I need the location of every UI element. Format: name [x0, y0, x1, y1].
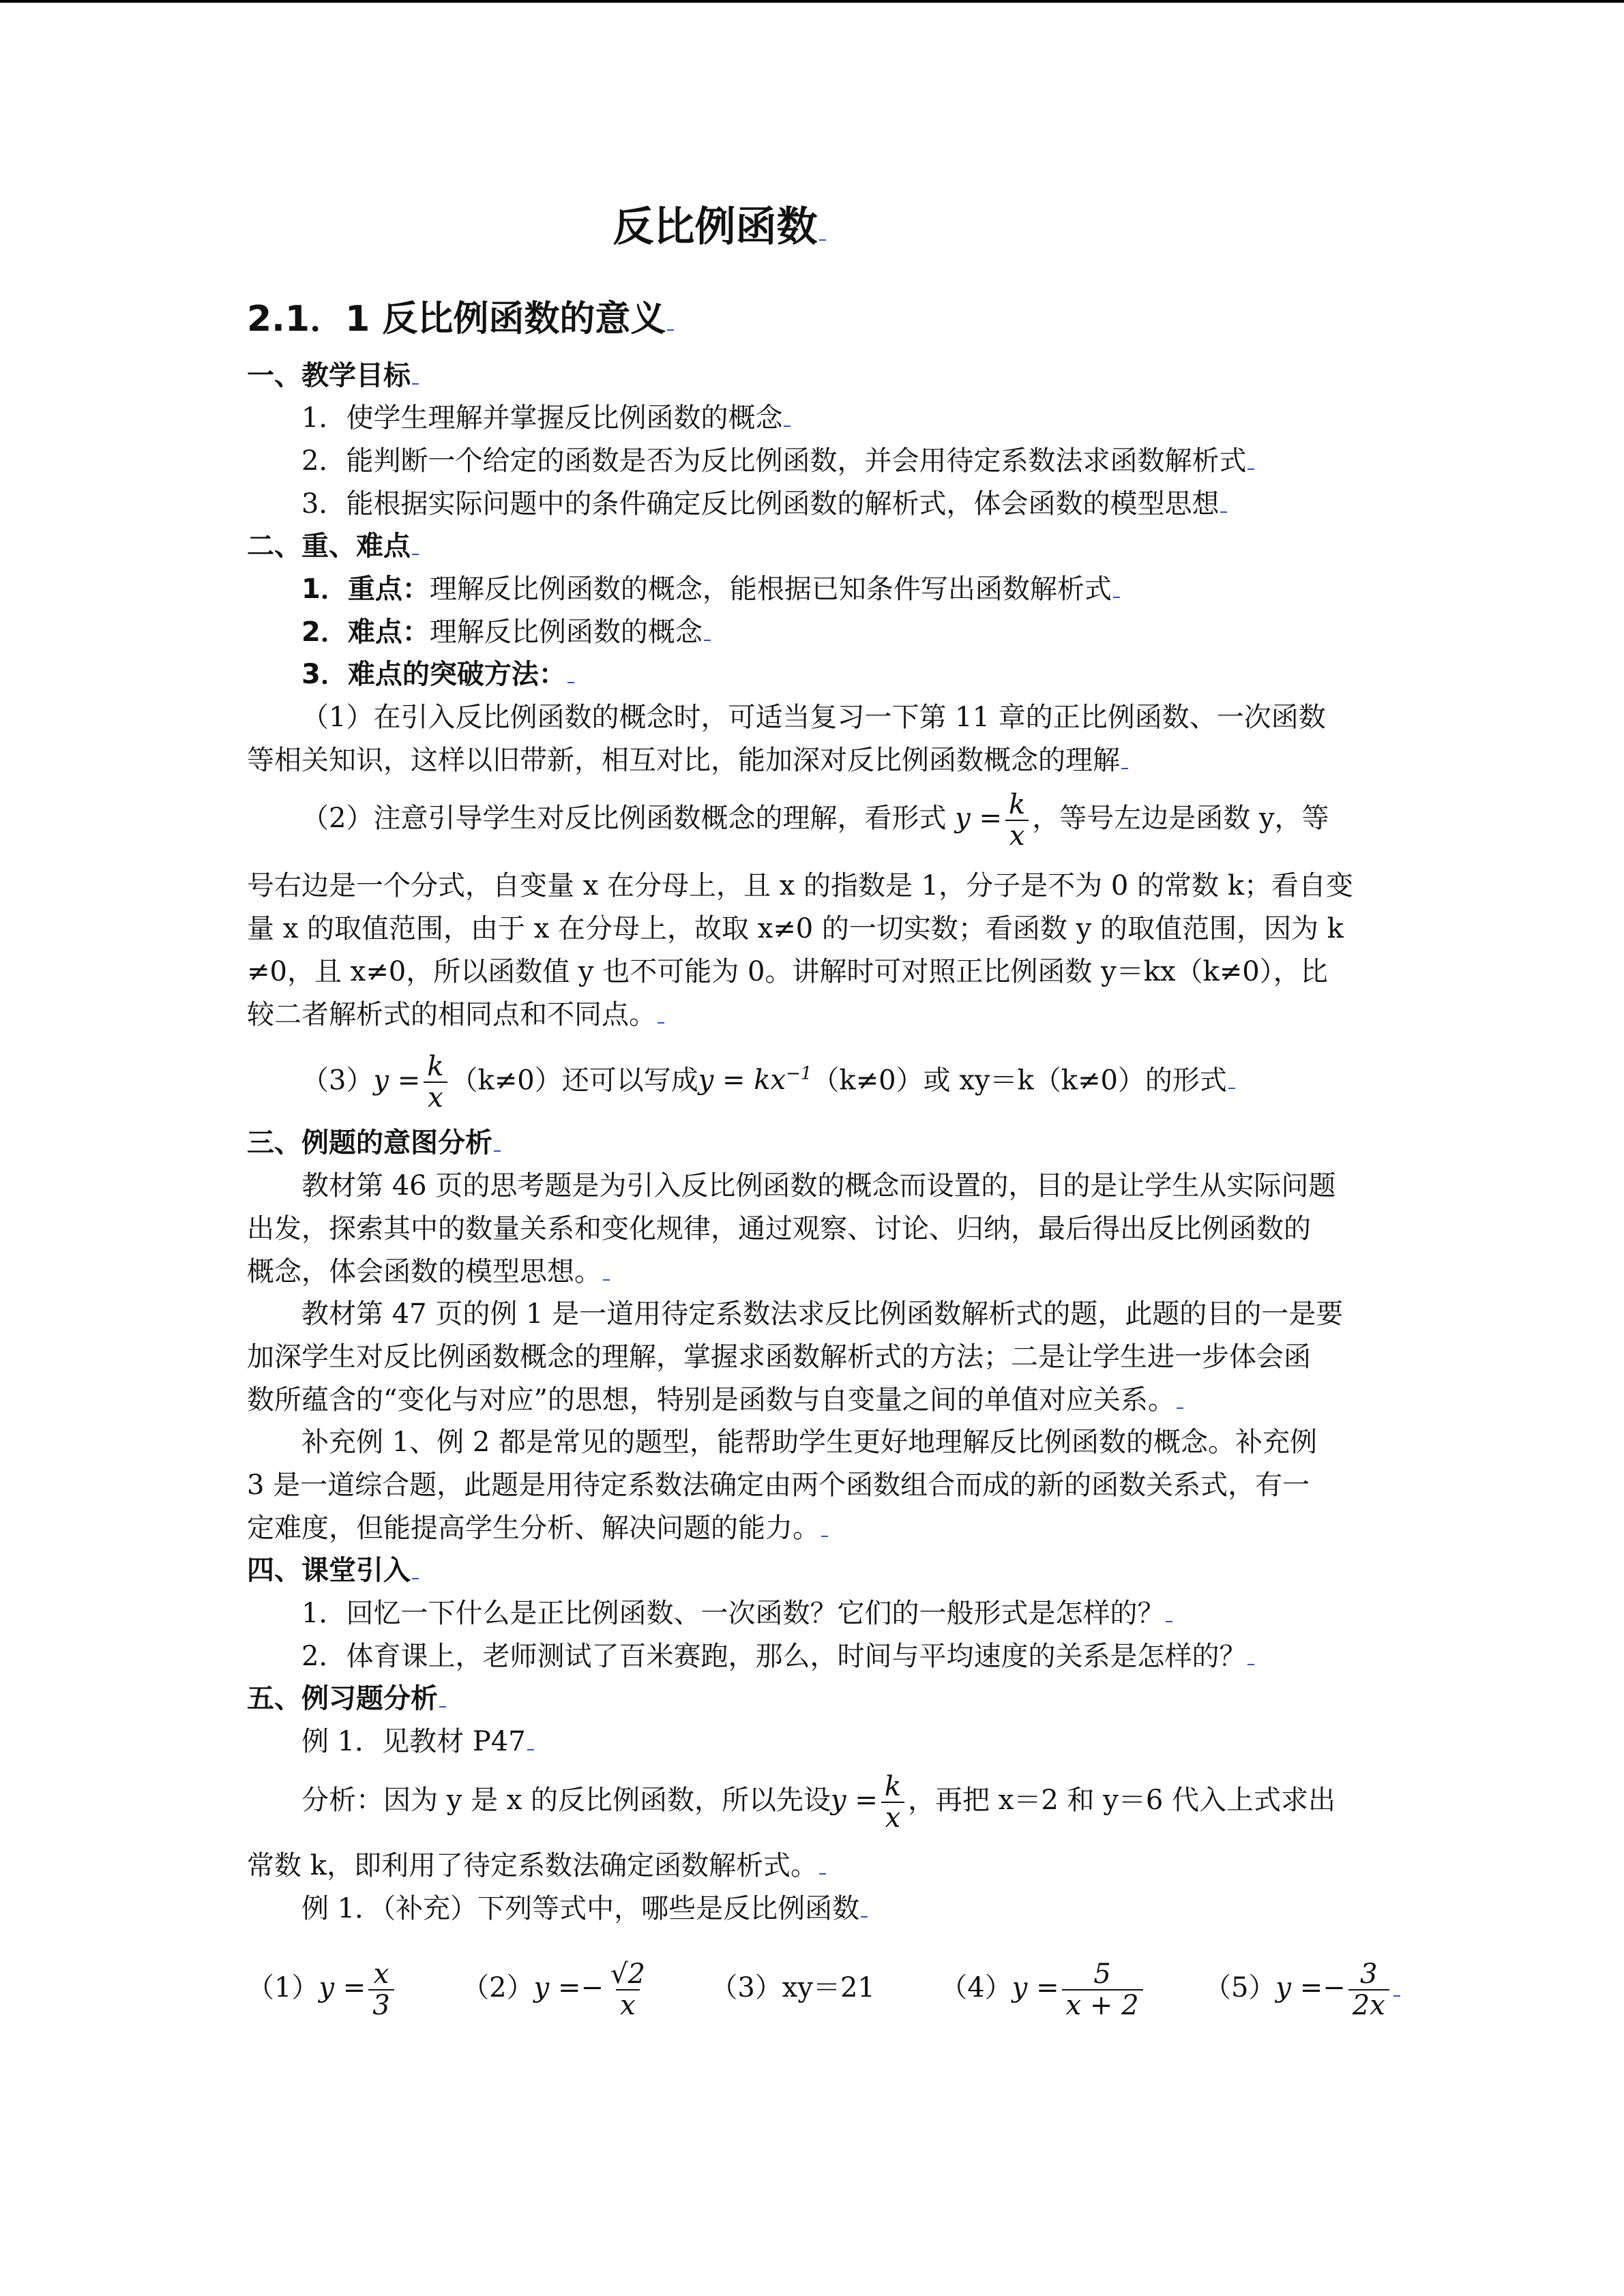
intent-para-2-line-1: 教材第 47 页的例 1 是一道用待定系数法求反比例函数解析式的题，此题的目的一是要 [301, 1298, 1344, 1330]
intent-para-1-line-2: 出发，探索其中的数量关系和变化规律，通过观察、讨论、归纳，最后得出反比例函数的 [247, 1213, 1311, 1244]
example-1-ref: 例 1．见教材 P47 [301, 1720, 534, 1763]
heading-key-points: 二、重、难点 [247, 525, 419, 567]
example-1-analysis-line-2: 常数 k，即利用了待定系数法确定函数解析式。 [247, 1845, 826, 1887]
page-title: 反比例函数 [247, 194, 1192, 253]
intent-para-3-line-3: 定难度，但能提高学生分析、解决问题的能力。 [247, 1507, 828, 1549]
fraction-k-over-x: $\frac{k}{x}$ [1005, 790, 1029, 851]
method-1-line-2: 等相关知识，这样以旧带新，相互对比，能加深对反比例函数概念的理解 [247, 739, 1128, 781]
difficulty-item: 2．难点：理解反比例函数的概念 [301, 611, 711, 653]
method-3-line: （3）y = $\frac{k}{x}$ （k≠0）还可以写成$y = kx^{-1}(k\ne 0)$或 xy＝k（k≠0）的形式 [301, 1040, 1235, 1114]
page-top-border [0, 0, 1624, 3]
breakthrough-heading: 3．难点的突破方法： [301, 653, 574, 696]
intro-item-2: 2．体育课上，老师测试了百米赛跑，那么，时间与平均速度的关系是怎样的？ [301, 1635, 1254, 1678]
formula-y-equals: y = [955, 803, 1002, 834]
heading-class-intro: 四、课堂引入 [247, 1549, 419, 1592]
heading-exercise-analysis: 五、例习题分析 [247, 1678, 446, 1720]
intent-para-1-line-3: 概念，体会函数的模型思想。 [247, 1251, 610, 1293]
method-2-line-4: ≠0，且 x≠0，所以函数值 y 也不可能为 0。讲解时可对照正比例函数 y＝kx（k≠0），比 [247, 956, 1328, 987]
fraction-k-over-x: $\frac{k}{x}$ [423, 1052, 447, 1113]
example-1-supplement: 例 1．（补充）下列等式中，哪些是反比例函数 [301, 1888, 868, 1930]
intro-item-1: 1．回忆一下什么是正比例函数、一次函数？它们的一般形式是怎样的？ [301, 1592, 1172, 1635]
heading-teaching-goals: 一、教学目标 [247, 355, 419, 397]
method-2-line-3: 量 x 的取值范围，由于 x 在分母上，故取 x≠0 的一切实数；看函数 y 的取值范围，因为 k [247, 913, 1344, 944]
method-2-line-2: 号右边是一个分式，自变量 x 在分母上，且 x 的指数是 1，分子是不为 0 的常数 k；看自变 [247, 870, 1353, 901]
key-point-item: 1．重点：理解反比例函数的概念，能根据已知条件写出函数解析式 [301, 568, 1120, 610]
option-1: （1）y = $\frac{x}{3}$ [247, 1972, 397, 2003]
method-1-line-1: （1）在引入反比例函数的概念时，可适当复习一下第 11 章的正比例函数、一次函数 [301, 702, 1326, 733]
intent-para-2-line-3: 数所蕴含的“变化与对应”的思想，特别是函数与自变量之间的单值对应关系。 [247, 1379, 1183, 1421]
fraction-k-over-x: $\frac{k}{x}$ [881, 1772, 905, 1833]
option-3: （3）xy＝21 [710, 1972, 875, 2003]
heading-example-intent: 三、例题的意图分析 [247, 1122, 501, 1164]
goal-item-1: 1．使学生理解并掌握反比例函数的概念 [301, 397, 791, 439]
goal-item-3: 3．能根据实际问题中的条件确定反比例函数的解析式，体会函数的模型思想 [301, 483, 1227, 525]
goal-item-2: 2．能判断一个给定的函数是否为反比例函数，并会用待定系数法求函数解析式 [301, 440, 1254, 482]
option-5: （5）y =− $\frac{3}{2x}$ [1204, 1972, 1400, 2003]
intent-para-2-line-2: 加深学生对反比例函数概念的理解，掌握求函数解析式的方法；二是让学生进一步体会函 [247, 1341, 1311, 1373]
method-2-line-5: 较二者解析式的相同点和不同点。 [247, 994, 664, 1036]
option-2: （2）y =− $\frac{√2}{x}$ [462, 1958, 645, 2021]
option-4: （4）y = $\frac{5}{x + 2}$ [940, 1972, 1145, 2003]
intent-para-1-line-1: 教材第 46 页的思考题是为引入反比例函数的概念而设置的，目的是让学生从实际问题 [301, 1170, 1336, 1202]
example-options [247, 1950, 1400, 2025]
intent-para-3-line-1: 补充例 1、例 2 都是常见的题型，能帮助学生更好地理解反比例函数的概念。补充例 [301, 1427, 1318, 1458]
intent-para-3-line-2: 3 是一道综合题，此题是用待定系数法确定由两个函数组合而成的新的函数关系式，有一 [247, 1470, 1310, 1501]
method-2-line-1: （2）注意引导学生对反比例函数概念的理解，看形式 y = $\frac{k}{x}$ ，等号左边是函数 y，等 [301, 789, 1329, 852]
section-subtitle: 2.1．1 反比例函数的意义 [247, 290, 674, 341]
formula-kx-inverse: $y = kx^{-1}$ [698, 1064, 812, 1097]
example-1-analysis-line-1: 分析：因为 y 是 x 的反比例函数，所以先设y = $\frac{k}{x}$ ，再把 x＝2 和 y＝6 代入上式求出 [301, 1771, 1336, 1834]
